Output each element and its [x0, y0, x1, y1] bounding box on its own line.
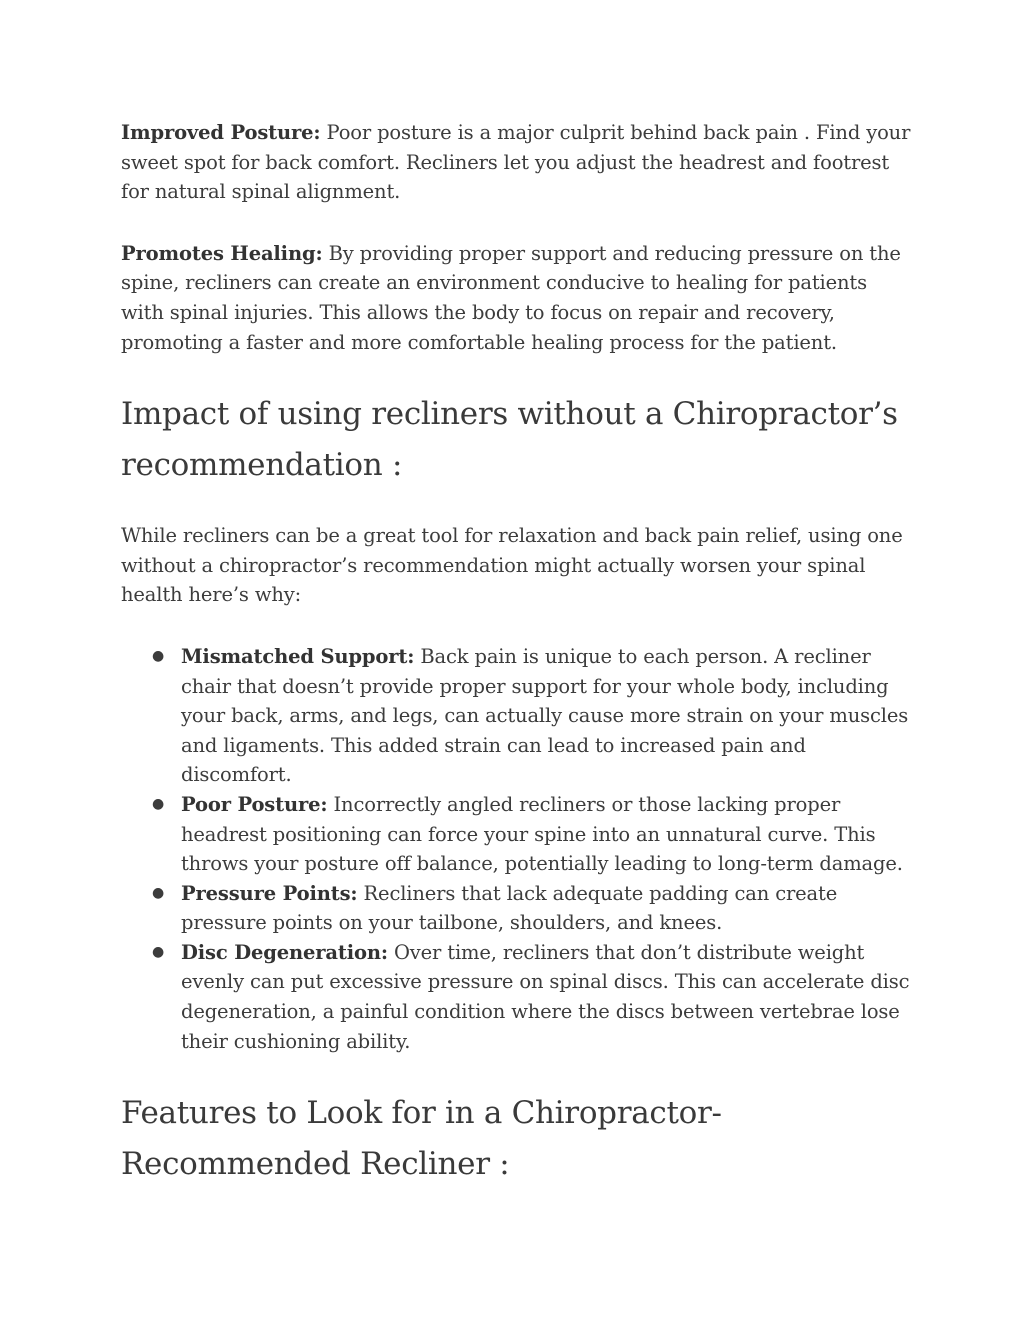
document-page [121, 118, 911, 1190]
list-item [121, 642, 911, 790]
impact-bullet-list [121, 642, 911, 1056]
improved-posture-paragraph [121, 118, 911, 207]
list-item-text: Back pain is unique to each person. A recliner chair that doesn’t provide proper support for your whole body, including your back, arms, and legs, can actually cause more strain on your muscles and ligaments. This added strain can lead to increased pain and discomfort. [181, 644, 909, 787]
list-item-label: Disc Degeneration: [181, 940, 388, 964]
list-item-label: Poor Posture: [181, 792, 328, 816]
impact-heading: Impact of using recliners without a Chiropractor’s recommendation : [121, 396, 898, 484]
list-item-text: Incorrectly angled recliners or those lacking proper headrest positioning can force your spine into an unnatural curve. This throws your posture off balance, potentially leading to long-term damage. [181, 792, 903, 876]
list-item-text: Over time, recliners that don’t distribute weight evenly can put excessive pressure on spinal discs. This can accelerate disc degeneration, a painful condition where the discs between vertebrae lose their cushioning ability. [181, 940, 910, 1053]
list-item [121, 938, 911, 1056]
bullet-icon: ● [152, 943, 165, 960]
impact-intro-paragraph: While recliners can be a great tool for relaxation and back pain relief, using one without a chiropractor’s recommendation might actually worsen your spinal health here’s why: [121, 524, 903, 607]
promotes-healing-label: Promotes Healing: [121, 241, 323, 265]
bullet-icon: ● [152, 795, 165, 812]
list-item [121, 879, 911, 938]
list-item-text: Recliners that lack adequate padding can create pressure points on your tailbone, shoulders, and knees. [181, 881, 838, 935]
bullet-icon: ● [152, 884, 165, 901]
promotes-healing-paragraph [121, 239, 911, 357]
features-heading: Features to Look for in a Chiropractor-Recommended Recliner : [121, 1095, 722, 1183]
list-item-label: Mismatched Support: [181, 644, 415, 668]
bullet-icon: ● [152, 647, 165, 664]
list-item-label: Pressure Points: [181, 881, 358, 905]
promotes-healing-text: By providing proper support and reducing pressure on the spine, recliners can create an environment conducive to healing for patients with spinal injuries. This allows the body to focus on repair and recovery, promoting a faster and more comfortable healing process for the patient. [121, 241, 901, 354]
improved-posture-text: Poor posture is a major culprit behind back pain . Find your sweet spot for back comfort. Recliners let you adjust the headrest and footrest for natural spinal alignment. [121, 121, 911, 204]
improved-posture-label: Improved Posture: [121, 121, 321, 144]
list-item [121, 790, 911, 879]
